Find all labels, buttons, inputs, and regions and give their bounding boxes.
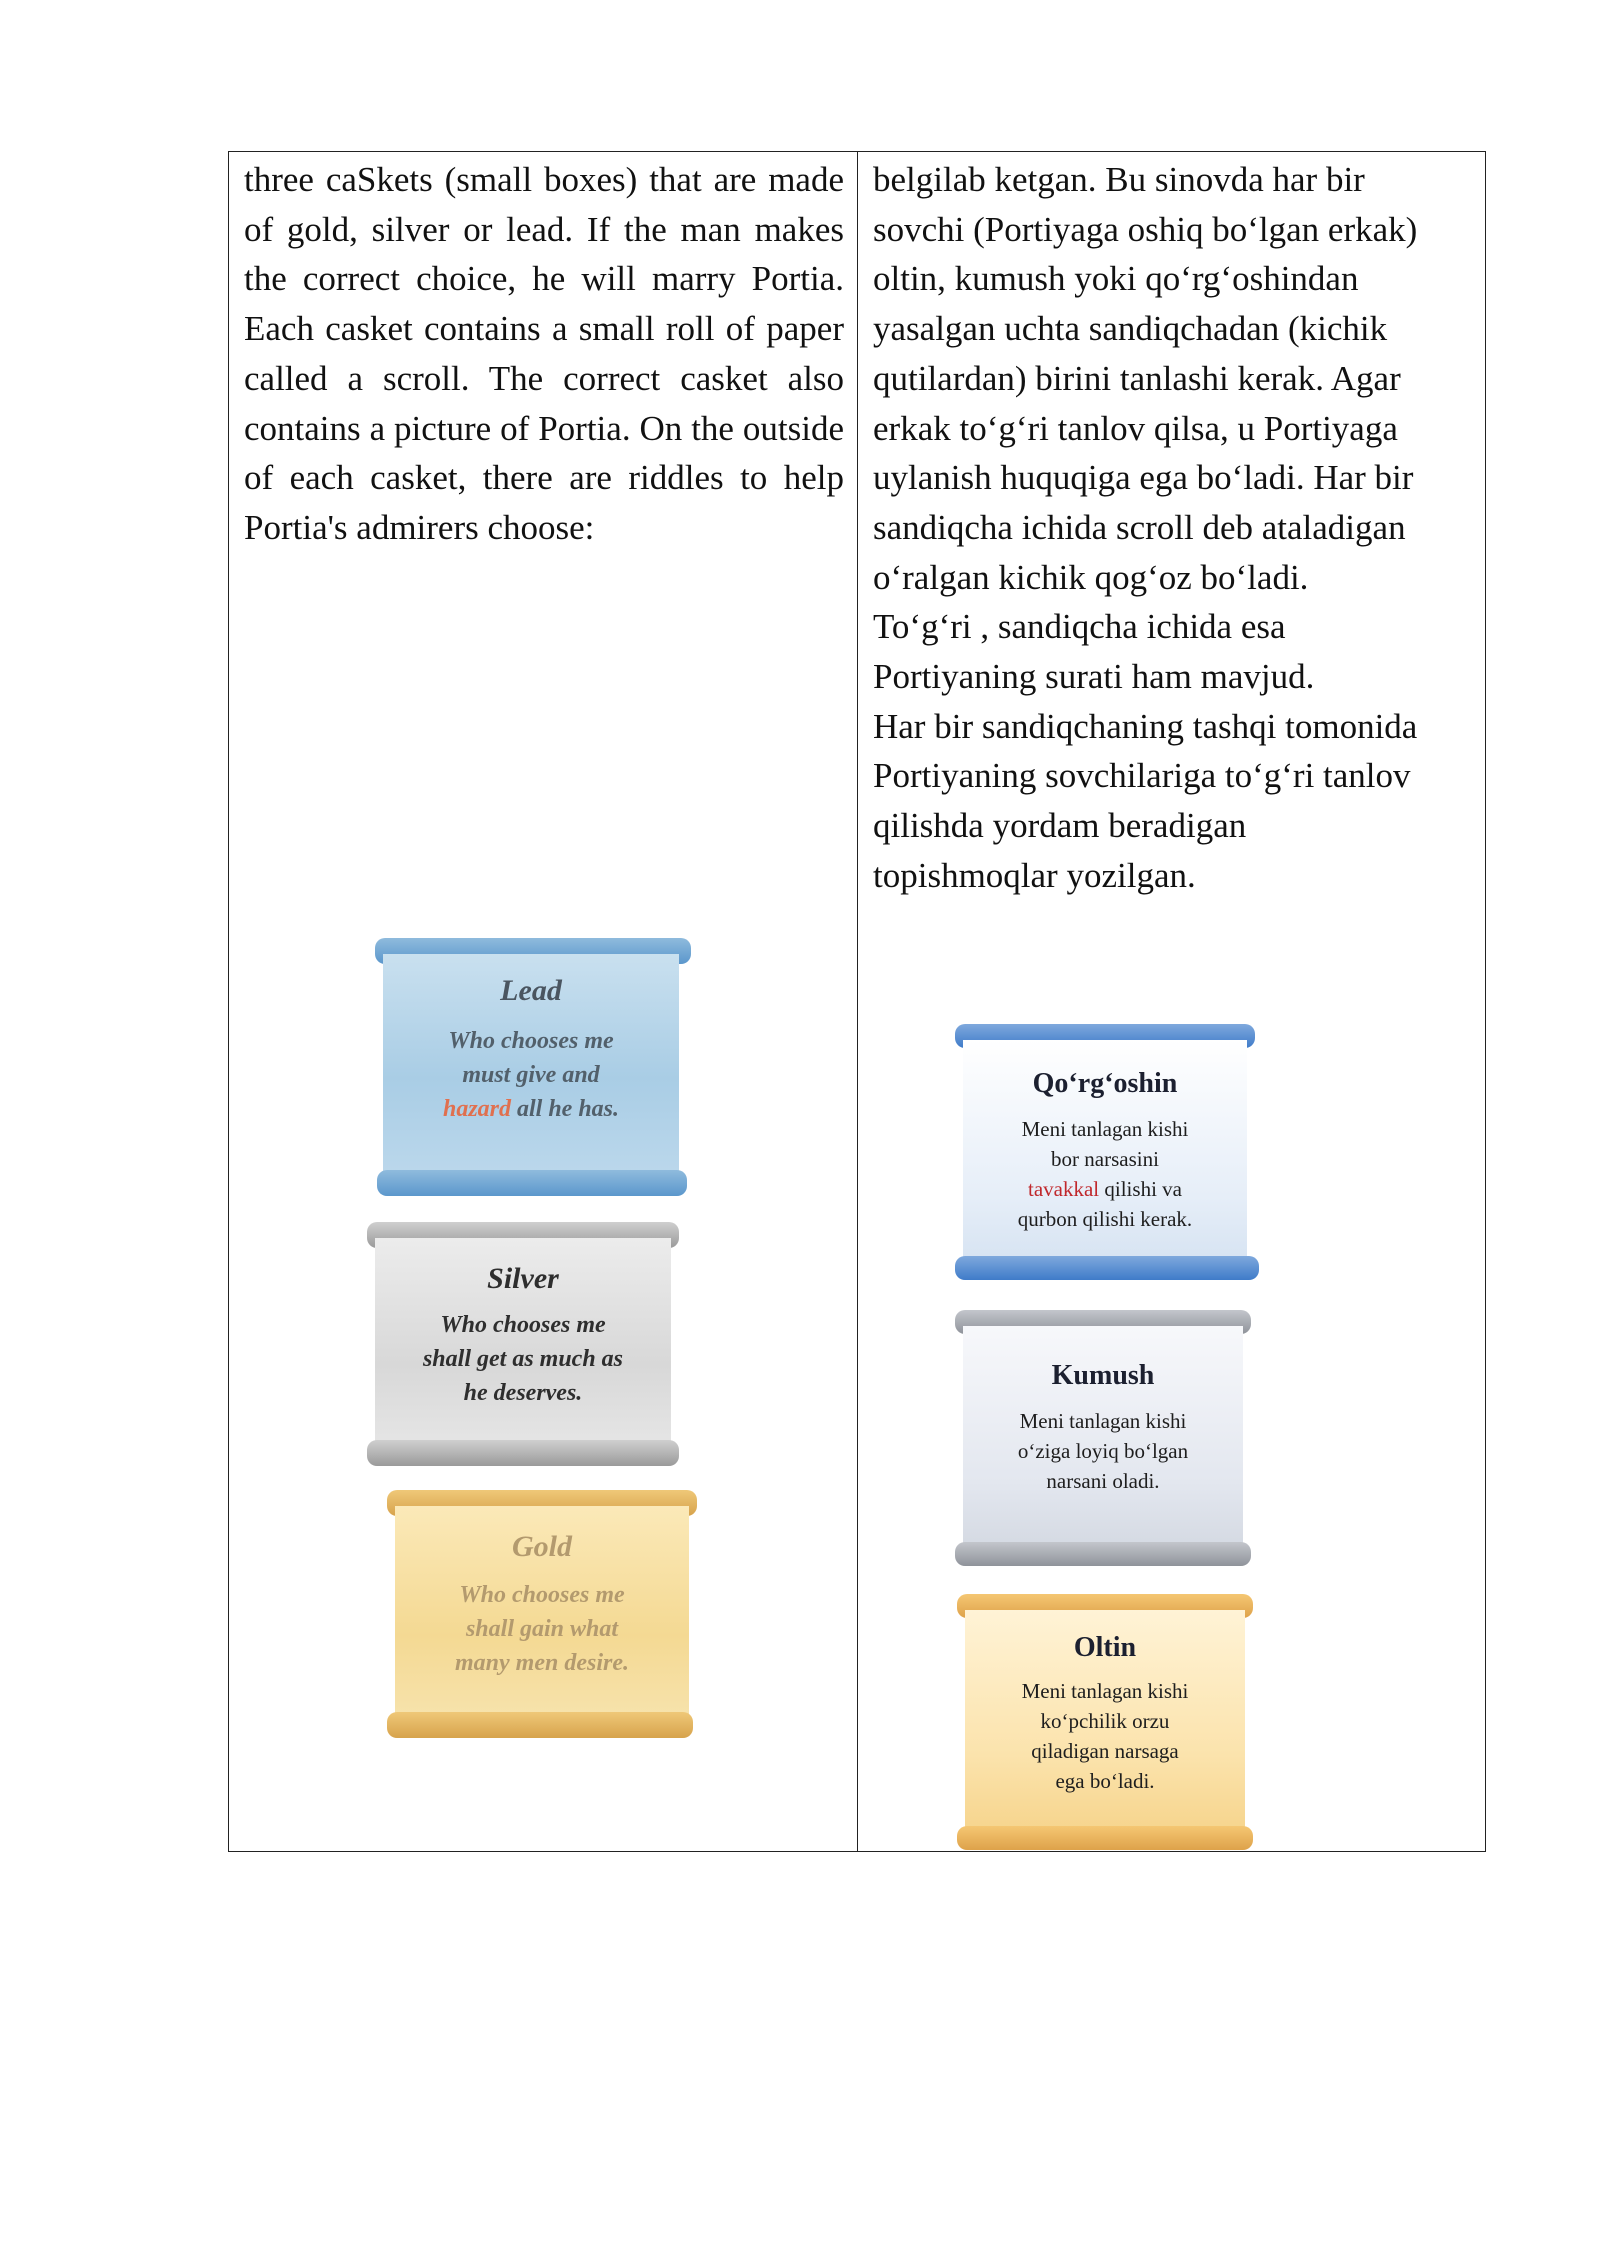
highlight-word: tavakkal bbox=[1028, 1177, 1100, 1201]
scroll-text bbox=[379, 1308, 666, 1410]
uzbek-line: belgilab ketgan. Bu sinovda har bir bbox=[873, 160, 1365, 199]
scroll-text bbox=[967, 1406, 1239, 1496]
scroll-rod-bottom bbox=[955, 1542, 1251, 1566]
scroll-line: must give and bbox=[462, 1062, 600, 1088]
scroll-line: ko‘pchilik orzu bbox=[1040, 1709, 1170, 1733]
scroll-line: Who chooses me bbox=[440, 1312, 606, 1338]
scroll-rod-bottom bbox=[377, 1170, 687, 1196]
scroll-rod-bottom bbox=[955, 1256, 1259, 1280]
uzbek-line: o‘ralgan kichik qog‘oz bo‘ladi. bbox=[873, 557, 1309, 597]
scroll-text bbox=[412, 1578, 672, 1680]
scroll-line: shall gain what bbox=[465, 1616, 619, 1642]
scroll-line: Meni tanlagan kishi bbox=[1021, 1679, 1189, 1703]
english-paragraph: three caSkets (small boxes) that are made of gold, silver or lead. If the man makes the correct choice, he will marry Portia. Each casket contains a small roll of paper called a scroll. The correct casket also contains a picture of Portia. On the outside of each casket, there are riddles to help Portia's admirers choose: bbox=[244, 160, 844, 547]
uzbek-line: oltin, kumush yoki qo‘rg‘oshindan bbox=[873, 259, 1359, 299]
uzbek-line: To‘g‘ri , sandiqcha ichida esa bbox=[873, 607, 1286, 647]
scroll-line: qiladigan narsaga bbox=[1031, 1739, 1179, 1763]
uzbek-line: Portiyaning surati ham mavjud. bbox=[873, 657, 1315, 697]
scroll-title: Silver bbox=[487, 1262, 559, 1295]
scroll-line: Who chooses me bbox=[459, 1582, 625, 1608]
scroll-line: o‘ziga loyiq bo‘lgan bbox=[1017, 1439, 1189, 1463]
scroll-line: qurbon qilishi kerak. bbox=[1017, 1207, 1193, 1231]
uzbek-line: qutilardan) birini tanlashi kerak. Agar bbox=[873, 358, 1401, 398]
scroll-rod-bottom bbox=[957, 1826, 1253, 1850]
scroll-line bbox=[400, 1092, 662, 1126]
uzbek-line: uylanish huquqiga ega bo‘ladi. Har bir bbox=[873, 458, 1414, 498]
highlight-word: hazard bbox=[442, 1096, 511, 1122]
scroll-title: Gold bbox=[512, 1530, 572, 1563]
silver-scroll-en bbox=[367, 1222, 679, 1466]
uzbek-line: yasalgan uchta sandiqchadan (kichik bbox=[873, 309, 1388, 349]
uzbek-line: Har bir sandiqchaning tashqi tomonida bbox=[873, 706, 1418, 746]
column-divider bbox=[857, 152, 858, 1851]
scroll-title: Kumush bbox=[1051, 1360, 1155, 1391]
gold-scroll-uz bbox=[957, 1594, 1253, 1850]
scroll-line: Meni tanlagan kishi bbox=[1021, 1117, 1189, 1141]
scroll-line: many men desire. bbox=[455, 1650, 629, 1676]
scroll-title: Qo‘rg‘oshin bbox=[1032, 1068, 1178, 1099]
bilingual-table bbox=[228, 151, 1486, 1852]
lead-scroll-uz bbox=[955, 1024, 1255, 1280]
scroll-line: shall get as much as bbox=[422, 1346, 624, 1372]
scroll-rod-bottom bbox=[367, 1440, 679, 1466]
scroll-line: bor narsasini bbox=[1051, 1147, 1159, 1171]
uzbek-line: erkak to‘g‘ri tanlov qilsa, u Portiyaga bbox=[873, 408, 1398, 448]
uzbek-line: sandiqcha ichida scroll deb ataladigan bbox=[873, 507, 1406, 547]
scroll-title: Oltin bbox=[1073, 1632, 1137, 1663]
scroll-text bbox=[400, 1024, 662, 1126]
gold-scroll-en bbox=[387, 1490, 697, 1738]
scroll-rod-bottom bbox=[387, 1712, 693, 1738]
scroll-text bbox=[967, 1114, 1243, 1234]
scroll-line: narsani oladi. bbox=[1046, 1469, 1160, 1493]
scroll-line-rest: qilishi va bbox=[1099, 1177, 1182, 1201]
scroll-line: Meni tanlagan kishi bbox=[1019, 1409, 1187, 1433]
scroll-line: he deserves. bbox=[463, 1380, 583, 1406]
scroll-text bbox=[969, 1676, 1241, 1796]
silver-scroll-uz bbox=[955, 1310, 1251, 1566]
uzbek-line: topishmoqlar yozilgan. bbox=[873, 855, 1196, 895]
lead-scroll-en bbox=[375, 938, 687, 1196]
scroll-line bbox=[967, 1174, 1243, 1204]
scroll-line: Who chooses me bbox=[448, 1028, 614, 1054]
uzbek-line: qilishda yordam beradigan bbox=[873, 806, 1247, 846]
scroll-line: ega bo‘ladi. bbox=[1055, 1769, 1155, 1793]
scroll-line-rest: all he has. bbox=[511, 1096, 620, 1122]
uzbek-paragraph bbox=[873, 155, 1463, 901]
uzbek-line: sovchi (Portiyaga oshiq bo‘lgan erkak) bbox=[873, 209, 1418, 249]
uzbek-line: Portiyaning sovchilariga to‘g‘ri tanlov bbox=[873, 756, 1411, 796]
scroll-title: Lead bbox=[500, 974, 562, 1007]
